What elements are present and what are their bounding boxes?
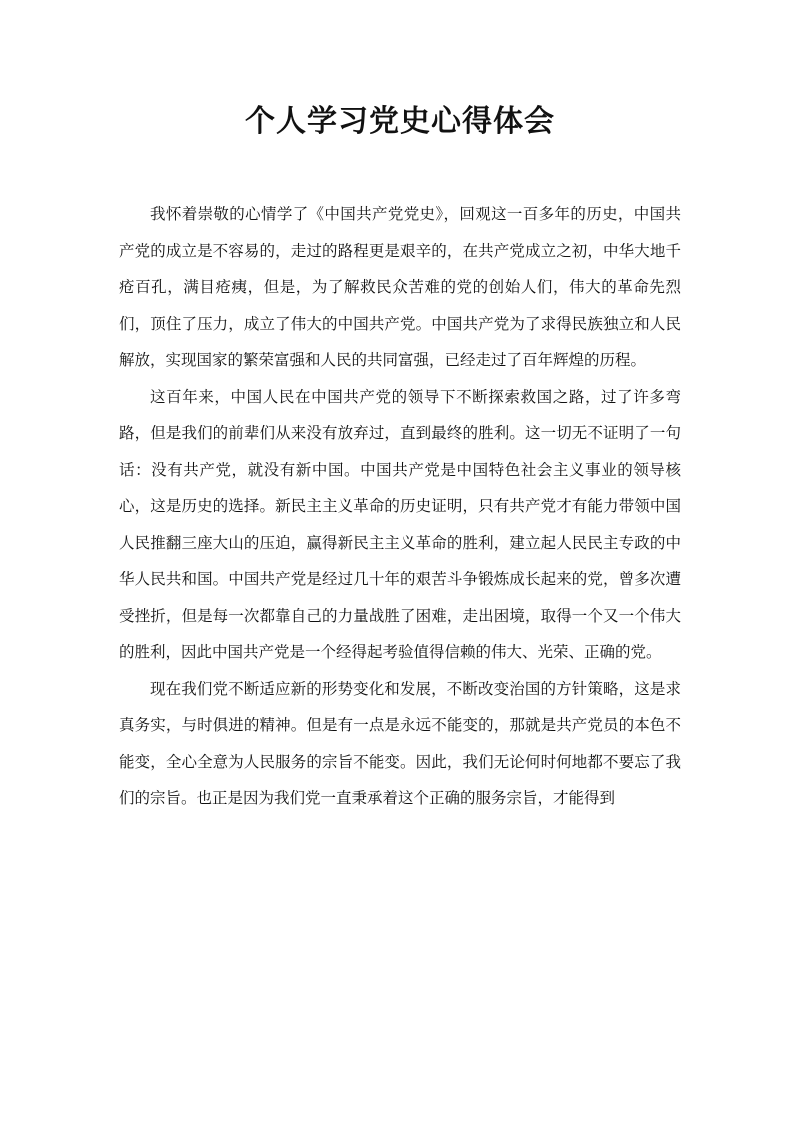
paragraph-1: 我怀着崇敬的心情学了《中国共产党党史》，回观这一百多年的历史，中国共产党的成立是不容易的，走过的路程更是艰辛的，在共产党成立之初，中华大地千疮百孔，满目疮痍，但是，为了解救民众苦难的党的创始人们，伟大的革命先烈们，顶住了压力，成立了伟大的中国共产党。中国共产党为了求得民族独立和人民解放，实现国家的繁荣富强和人民的共同富强，已经走过了百年辉煌的历程。 — [119, 205, 681, 369]
paragraph-2: 这百年来，中国人民在中国共产党的领导下不断探索救国之路，过了许多弯路，但是我们的前辈们从来没有放弃过，直到最终的胜利。这一切无不证明了一句话：没有共产党，就没有新中国。中国共产党是中国特色社会主义事业的领导核心，这是历史的选择。新民主主义革命的历史证明，只有共产党才有能力带领中国人民推翻三座大山的压迫，赢得新民主主义革命的胜利，建立起人民民主专政的中华人民共和国。中国共产党是经过几十年的艰苦斗争锻炼成长起来的党，曾多次遭受挫折，但是每一次都靠自己的力量战胜了困难，走出困境，取得一个又一个伟大的胜利，因此中国共产党是一个经得起考验值得信赖的伟大、光荣、正确的党。 — [119, 387, 681, 661]
document-body — [119, 196, 681, 817]
paragraph-3: 现在我们党不断适应新的形势变化和发展，不断改变治国的方针策略，这是求真务实，与时俱进的精神。但是有一点是永远不能变的，那就是共产党员的本色不能变，全心全意为人民服务的宗旨不能变。因此，我们无论何时何地都不要忘了我们的宗旨。也正是因为我们党一直秉承着这个正确的服务宗旨，才能得到 — [119, 679, 681, 807]
document-title: 个人学习党史心得体会 — [245, 104, 555, 139]
